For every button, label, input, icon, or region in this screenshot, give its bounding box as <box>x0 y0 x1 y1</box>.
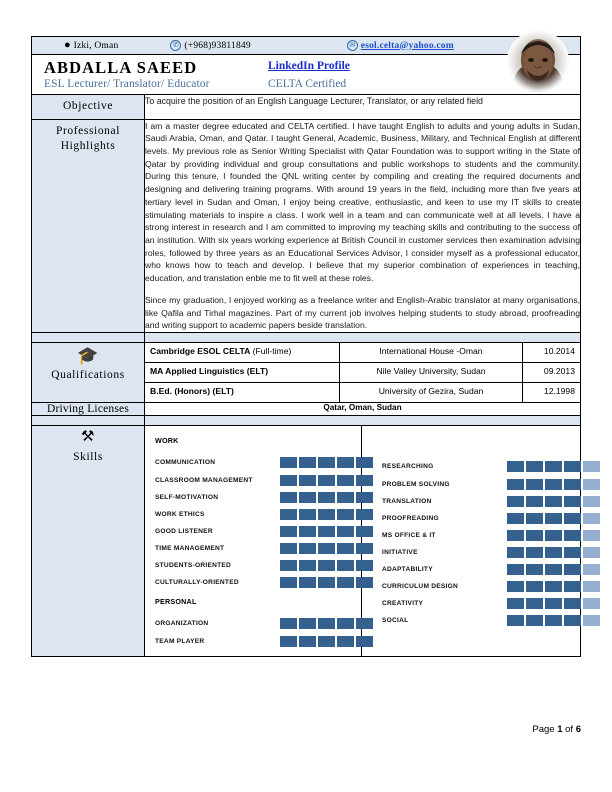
skill-rating-bar <box>280 560 373 571</box>
skill-rating-bar <box>507 598 600 609</box>
tools-icon: ⚒ <box>80 429 96 446</box>
skill-name: GOOD LISTENER <box>155 528 213 536</box>
skill-name: INITIATIVE <box>382 549 418 557</box>
highlights-row <box>32 119 581 333</box>
skill-name: TRANSLATION <box>382 498 432 506</box>
qualification-date: 12.1998 <box>523 383 581 403</box>
skill-rating-bar <box>507 530 600 541</box>
footer-current-page: 1 <box>557 724 563 735</box>
qualification-degree <box>145 343 340 363</box>
list-item <box>145 540 361 557</box>
objective-label: Objective <box>62 100 114 112</box>
list-item <box>145 557 361 574</box>
objective-text: To acquire the position of an English Language Lecturer, Translator, or any related field <box>145 95 581 120</box>
list-item <box>145 506 361 523</box>
skill-name: PROOFREADING <box>382 515 439 523</box>
page-footer <box>31 724 581 735</box>
list-item <box>372 544 581 561</box>
skill-rating-bar <box>507 547 600 558</box>
list-item <box>372 457 581 476</box>
skills-label-cell <box>32 426 145 657</box>
skill-rating-bar <box>507 513 600 524</box>
qualification-date: 09.2013 <box>523 363 581 383</box>
skill-name: CREATIVITY <box>382 600 424 608</box>
list-item <box>145 574 361 591</box>
skill-name: COMMUNICATION <box>155 459 216 467</box>
table-row <box>145 383 580 403</box>
table-row <box>145 363 580 383</box>
driving-licenses-row <box>32 403 581 416</box>
skill-rating-bar <box>507 479 600 490</box>
highlights-paragraph-1: I am a master degree educated and CELTA certified. I have taught English to adults and young adults in Sudan, Saudi Arabia, Oman, and Qatar. I taught General, Academic, Business, Military, and Technical English at different levels. My previous role as Senior Writing Specialist with Qatar Foundation was to support writing in the State of Qatar by providing individual and group consultations and public workshops to students and the community. During this tenure, I founded the QNL writing center by compiling and creating the required documents and designing and delivering training programs. With around 19 years in the field, including more than five years at tertiary level in Sudan and Oman, I enjoy being creative, enthusiastic, and keen to use my IT skills to create stimulating materials to inspire a class. I work well in a team and can communicate well at all levels. I have a strong interest in research and I am committed to improving my teaching skills and contributing to the success of an institution. With six years working experience at British Council in customer services then examination advising roles, followed by three years as an Educational Services Advisor, I consider myself as a professional educator, who knows how to teach and develop. I believe that my superior combination of experiences in teaching, education, and translation enble me to fit well at these roles. <box>145 120 580 284</box>
degree-name: MA Applied Linguistics (ELT) <box>150 365 269 376</box>
skill-rating-bar <box>507 496 600 507</box>
spacer-row-2 <box>32 416 581 426</box>
skill-rating-bar <box>507 581 600 592</box>
qualification-institution: International House -Oman <box>340 343 523 363</box>
qualification-institution: University of Gezira, Sudan <box>340 383 523 403</box>
objective-row <box>32 95 581 120</box>
footer-page-prefix: Page <box>532 724 558 735</box>
qualifications-label-cell <box>32 343 145 403</box>
skills-container <box>145 426 580 656</box>
qualification-degree <box>145 383 340 403</box>
highlights-text <box>145 119 581 333</box>
resume-table <box>31 94 581 657</box>
skill-rating-bar <box>280 543 373 554</box>
skill-rating-bar <box>507 564 600 575</box>
graduation-cap-icon: 🎓 <box>77 346 99 366</box>
contact-bar <box>31 36 581 54</box>
objective-label-cell <box>32 95 145 120</box>
name-bar <box>31 54 581 94</box>
skills-row <box>32 426 581 657</box>
spacer-left <box>32 416 145 426</box>
highlights-label-cell <box>32 119 145 333</box>
qualifications-row <box>32 343 581 403</box>
list-item <box>372 595 581 612</box>
skill-name: MS OFFICE & IT <box>382 532 436 540</box>
candidate-name: ABDALLA SAEED <box>44 58 198 77</box>
skills-column-left <box>145 426 362 656</box>
skill-name: ORGANIZATION <box>155 620 209 628</box>
contact-email[interactable] <box>347 40 454 51</box>
skill-name: STUDENTS-ORIENTED <box>155 562 232 570</box>
skill-name: ADAPTABILITY <box>382 566 433 574</box>
skills-label: Skills <box>73 451 103 464</box>
skill-rating-bar <box>280 475 373 486</box>
email-icon: ✉ <box>347 40 358 51</box>
skill-name: SOCIAL <box>382 617 409 625</box>
spacer-left <box>32 333 145 343</box>
qualification-date: 10.2014 <box>523 343 581 363</box>
driving-licenses-label: Driving Licenses <box>32 403 145 416</box>
list-item <box>372 612 581 629</box>
highlights-label <box>32 120 144 159</box>
skill-rating-bar <box>507 615 600 626</box>
contact-location <box>64 40 118 51</box>
skills-group-title-personal: PERSONAL <box>155 597 197 607</box>
location-text: Izki, Oman <box>73 40 119 51</box>
list-item <box>145 453 361 472</box>
list-item <box>372 527 581 544</box>
qualifications-table <box>145 343 580 402</box>
skill-rating-bar <box>280 509 373 520</box>
linkedin-profile-link[interactable]: LinkedIn Profile <box>268 60 350 72</box>
skill-name: SELF-MOTIVATION <box>155 494 219 502</box>
list-item <box>372 561 581 578</box>
skill-rating-bar <box>507 461 600 472</box>
list-item <box>145 633 361 650</box>
list-item <box>145 614 361 633</box>
table-row <box>145 343 580 363</box>
list-item <box>372 510 581 527</box>
location-pin-icon: ● <box>64 39 71 51</box>
qualifications-label: Qualifications <box>51 369 125 382</box>
list-item <box>145 472 361 489</box>
degree-name: Cambridge ESOL CELTA <box>150 345 251 356</box>
skill-rating-bar <box>280 526 373 537</box>
profile-photo <box>507 30 569 92</box>
spacer-row-1 <box>32 333 581 343</box>
qualification-institution: Nile Valley University, Sudan <box>340 363 523 383</box>
skill-name: PROBLEM SOLVING <box>382 481 450 489</box>
list-item <box>145 489 361 506</box>
list-item <box>145 523 361 540</box>
highlights-label-line2: Highlights <box>60 140 116 153</box>
degree-note: (Full-time) <box>250 345 292 356</box>
driving-licenses-value: Qatar, Oman, Sudan <box>145 403 581 416</box>
skill-name: RESEARCHING <box>382 463 434 471</box>
skill-name: WORK ETHICS <box>155 511 205 519</box>
highlights-paragraph-2: Since my graduation, I enjoyed working as a freelance writer and English-Arabic translator at many organisations, like Qafila and Tirhal magazines. Part of my current job involves helping students to study abroad, proofreading and writing support to academic papers beside translation. <box>145 294 580 331</box>
degree-name: B.Ed. (Honors) (ELT) <box>150 385 234 396</box>
spacer-right <box>145 333 581 343</box>
footer-page-middle: of <box>562 724 576 735</box>
list-item <box>372 493 581 510</box>
spacer-right <box>145 416 581 426</box>
skills-group-title-work: WORK <box>155 436 179 446</box>
skill-rating-bar <box>280 457 373 468</box>
qualifications-table-cell <box>145 343 581 403</box>
skill-rating-bar <box>280 492 373 503</box>
skill-name: CULTURALLY-ORIENTED <box>155 579 239 587</box>
skill-rating-bar <box>280 577 373 588</box>
candidate-title: ESL Lecturer/ Translator/ Educator <box>44 78 210 90</box>
footer-total-pages: 6 <box>575 724 581 735</box>
phone-icon: ✆ <box>170 40 181 51</box>
skill-name: TEAM PLAYER <box>155 638 205 646</box>
skill-name: TIME MANAGEMENT <box>155 545 225 553</box>
skills-cell <box>145 426 581 657</box>
contact-phone[interactable] <box>170 40 250 51</box>
skill-rating-bar <box>280 618 373 629</box>
skill-rating-bar <box>280 636 373 647</box>
list-item <box>372 476 581 493</box>
qualification-degree <box>145 363 340 383</box>
skills-column-right <box>362 426 581 656</box>
skill-name: CURRICULUM DESIGN <box>382 583 459 591</box>
phone-text: (+968)93811849 <box>184 40 251 51</box>
skill-name: CLASSROOM MANAGEMENT <box>155 477 253 485</box>
certification-label: CELTA Certified <box>268 78 347 90</box>
highlights-label-line1: Professional <box>55 124 121 137</box>
resume-body <box>31 36 581 657</box>
list-item <box>372 578 581 595</box>
email-text[interactable]: esol.celta@yahoo.com <box>360 40 454 51</box>
